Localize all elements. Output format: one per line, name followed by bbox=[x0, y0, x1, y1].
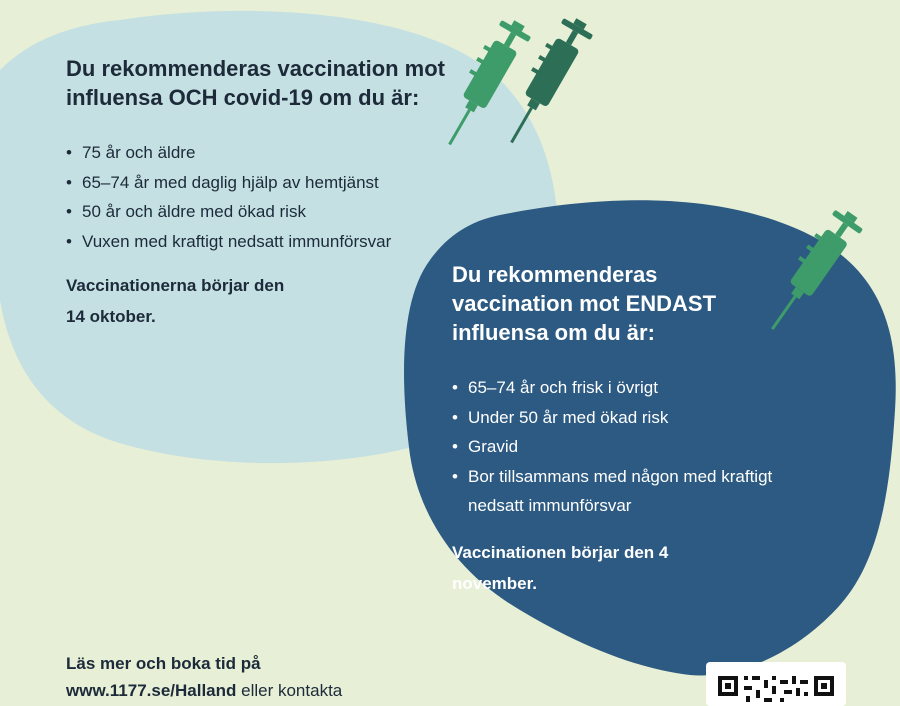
panel-influenza-only bbox=[452, 260, 852, 599]
start-date-text: Vaccinationen börjar den 4 november. bbox=[452, 542, 669, 593]
list-item: • 65–74 år med daglig hjälp av hemtjänst bbox=[66, 168, 482, 198]
footer-line: Läs mer och boka tid på bbox=[66, 654, 261, 673]
list-item: • Vuxen med kraftigt nedsatt immunförsvar bbox=[66, 227, 482, 257]
list-item: • Bor tillsammans med någon med kraftigt nedsatt immunförsvar bbox=[452, 462, 813, 521]
list-item: • 75 år och äldre bbox=[66, 138, 482, 168]
list-item: • Gravid bbox=[452, 432, 813, 462]
footer-line: eller kontakta bbox=[236, 681, 343, 700]
booking-link[interactable]: www.1177.se/Halland bbox=[66, 681, 237, 700]
list-item: • 65–74 år och frisk i övrigt bbox=[452, 373, 813, 403]
list-item: • Under 50 år med ökad risk bbox=[452, 403, 813, 433]
start-date-text: Vaccinationerna börjar den 14 oktober. bbox=[66, 276, 285, 326]
syringe-icon bbox=[492, 6, 602, 156]
panel-covid-and-influenza bbox=[66, 54, 506, 332]
eligibility-list bbox=[452, 373, 852, 521]
eligibility-list bbox=[66, 138, 506, 256]
qr-code bbox=[706, 662, 846, 706]
list-item: • 50 år och äldre med ökad risk bbox=[66, 197, 482, 227]
footer-info bbox=[66, 650, 486, 704]
panel-heading: Du rekommenderas vaccination mot ENDAST influensa om du är: bbox=[452, 262, 717, 345]
panel-heading: Du rekommenderas vaccination mot influensa OCH covid-19 om du är: bbox=[66, 56, 446, 110]
